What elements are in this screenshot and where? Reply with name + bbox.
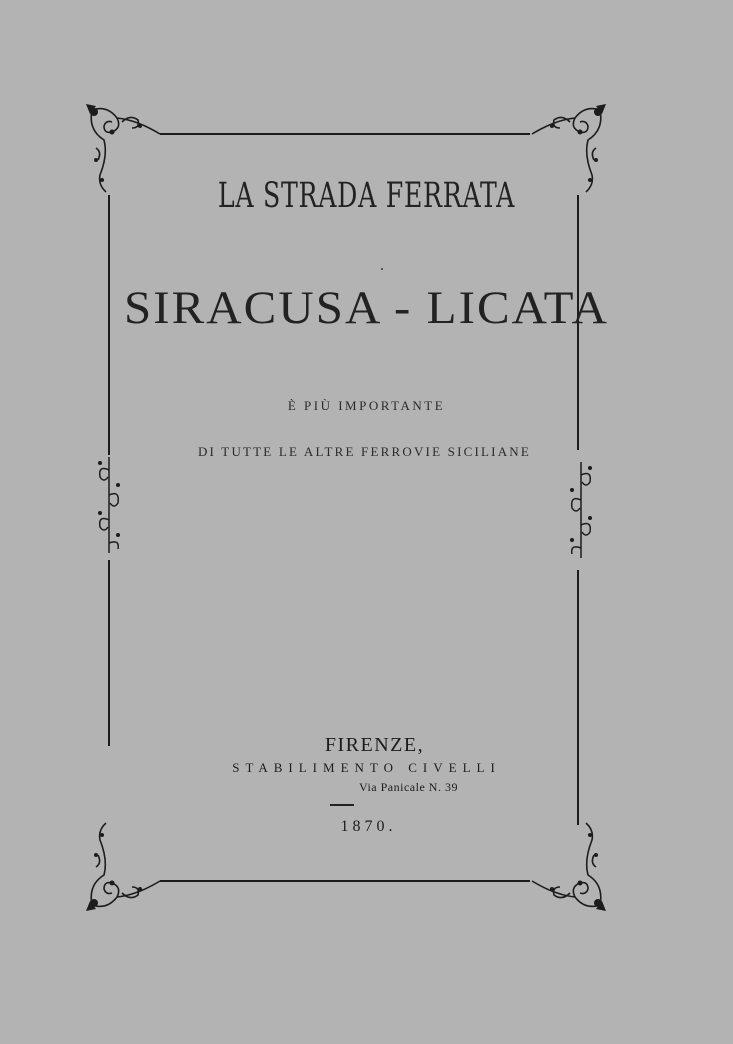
imprint-year: 1870. — [340, 818, 397, 835]
title-line-2: SIRACUSA - LICATA — [124, 282, 609, 334]
frame-left-line-lower — [108, 560, 110, 746]
vine-ornament-icon — [566, 460, 596, 560]
imprint-address: Via Panicale N. 39 — [359, 780, 458, 794]
vine-ornament-icon — [94, 455, 124, 555]
imprint-printer: STABILIMENTO CIVELLI — [232, 760, 501, 775]
subtitle-line-2: DI TUTTE LE ALTRE FERROVIE SICILIANE — [197, 444, 532, 459]
imprint-city: FIRENZE, — [324, 734, 425, 756]
subtitle-line-1: È PIÙ IMPORTANTE — [287, 398, 446, 413]
ink-speck — [381, 268, 383, 270]
title-line-1: LA STRADA FERRATA — [217, 176, 516, 216]
frame-bottom-line — [160, 880, 530, 882]
frame-top-line — [160, 133, 530, 135]
imprint-rule — [330, 804, 354, 806]
